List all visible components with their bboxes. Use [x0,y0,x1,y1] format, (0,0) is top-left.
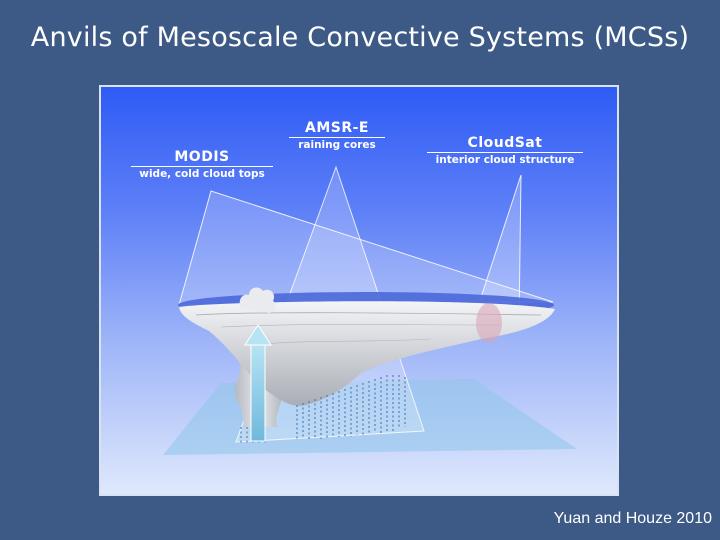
cloudsat-name: CloudSat [427,135,583,153]
amsr-e-description: raining cores [298,139,376,151]
modis-name: MODIS [131,149,273,167]
slide-title: Anvils of Mesoscale Convective Systems (MCSs) [30,22,690,53]
cloudsat-label [427,135,583,166]
cloudsat-description: interior cloud structure [435,154,575,166]
modis-description: wide, cold cloud tops [139,168,265,180]
amsr-e-label [289,120,385,151]
amsr-e-name: AMSR-E [289,120,385,138]
cloudsat-sample [476,303,502,343]
mcs-anvil-diagram [101,87,617,494]
modis-label [131,149,273,180]
citation: Yuan and Houze 2010 [553,510,712,527]
